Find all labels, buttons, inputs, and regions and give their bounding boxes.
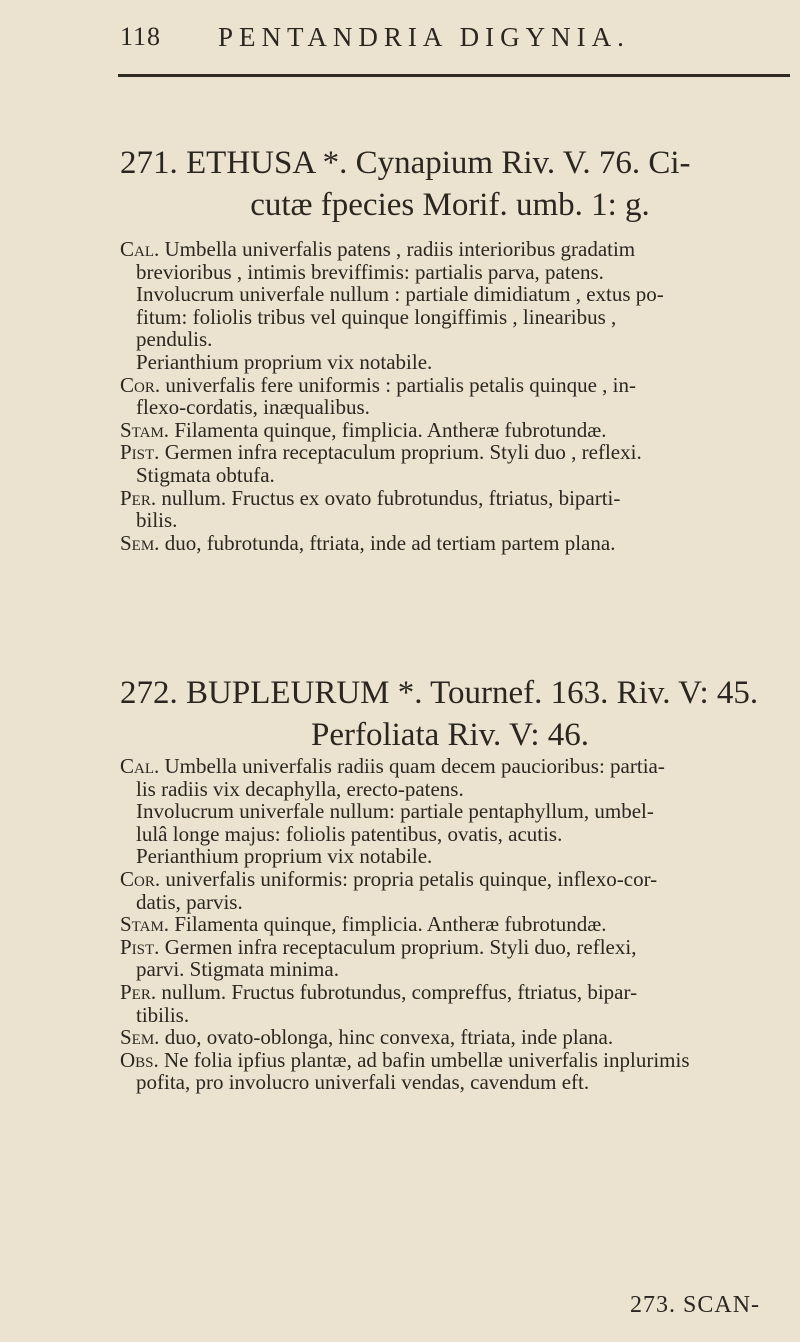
entry-272-title-line2: Perfoliata Riv. V: 46. <box>310 717 590 753</box>
description-line <box>120 845 790 868</box>
line-text: duo, fubrotunda, ftriata, inde ad tertiam partem plana. <box>164 530 616 555</box>
line-text: datis, parvis. <box>136 889 243 914</box>
description-line <box>120 396 790 419</box>
description-line <box>120 981 790 1004</box>
line-text: Umbella univerfalis patens , radiis interioribus gradatim <box>164 237 636 261</box>
description-line <box>120 891 790 914</box>
entry-271-title-line1: 271. ETHUSA *. Cynapium Riv. V. 76. Ci- <box>120 145 691 181</box>
description-line <box>120 509 790 532</box>
entry-271-description <box>120 238 790 554</box>
part-label: Sem. <box>120 530 165 555</box>
description-line <box>120 306 790 329</box>
description-line <box>120 351 790 374</box>
header-rule <box>118 74 790 77</box>
description-line <box>120 936 790 959</box>
part-label: Sem. <box>120 1025 165 1050</box>
description-line <box>120 800 790 823</box>
part-label: Pist. <box>120 934 165 959</box>
page-header <box>0 22 800 62</box>
running-head: PENTANDRIA DIGYNIA. <box>218 22 630 52</box>
description-line <box>120 238 790 261</box>
part-label: Cor. <box>120 866 166 891</box>
line-text: Perianthium proprium vix notabile. <box>136 349 433 374</box>
line-text: Filamenta quinque, fimplicia. Antheræ fubrotundæ. <box>174 417 607 442</box>
description-line <box>120 532 790 555</box>
description-line <box>120 823 790 846</box>
line-text: nullum. Fructus fubrotundus, compreffus, ftriatus, bipar- <box>161 979 638 1004</box>
description-line <box>120 283 790 306</box>
description-line <box>120 755 790 778</box>
description-line <box>120 487 790 510</box>
line-text: Germen infra receptaculum proprium. Styli duo, reflexi, <box>164 934 637 959</box>
description-line <box>120 374 790 397</box>
line-text: lulâ longe majus: foliolis patentibus, ovatis, acutis. <box>136 821 563 846</box>
part-label: Cal. <box>120 754 165 778</box>
line-text: duo, ovato-oblonga, hinc convexa, ftriata, inde plana. <box>164 1025 614 1050</box>
description-line <box>120 328 790 351</box>
line-text: fitum: foliolis tribus vel quinque longiffimis , linearibus , <box>136 304 617 329</box>
entry-272-title-line1: 272. BUPLEURUM *. Tournef. 163. Riv. V: 45. <box>120 675 759 711</box>
description-line <box>120 958 790 981</box>
line-text: Ne folia ipfius plantæ, ad bafin umbellæ univerfalis inplurimis <box>164 1047 690 1072</box>
description-line <box>120 778 790 801</box>
line-text: Umbella univerfalis radiis quam decem paucioribus: partia- <box>164 754 665 778</box>
part-label: Pist. <box>120 440 165 465</box>
description-line <box>120 441 790 464</box>
description-line <box>120 1026 790 1049</box>
line-text: bilis. <box>136 508 178 533</box>
line-text: Filamenta quinque, fimplicia. Antheræ fubrotundæ. <box>174 912 607 937</box>
line-text: Stigmata obtufa. <box>136 462 275 487</box>
line-text: univerfalis fere uniformis : partialis petalis quinque , in- <box>165 372 636 397</box>
description-line <box>120 419 790 442</box>
line-text: flexo-cordatis, inæqualibus. <box>136 395 370 420</box>
description-line <box>120 1071 790 1094</box>
part-label: Stam. <box>120 912 175 937</box>
part-label: Stam. <box>120 417 175 442</box>
line-text: univerfalis uniformis: propria petalis quinque, inflexo-cor- <box>165 866 658 891</box>
description-line <box>120 868 790 891</box>
description-line <box>120 1049 790 1072</box>
part-label: Obs. <box>120 1047 165 1072</box>
line-text: tibilis. <box>136 1002 190 1027</box>
entry-272-description <box>120 755 790 1094</box>
part-label: Per. <box>120 485 162 510</box>
description-line <box>120 913 790 936</box>
line-text: pendulis. <box>136 327 213 352</box>
line-text: pofita, pro involucro univerfali vendas, cavendum eft. <box>136 1070 590 1095</box>
entry-272-title <box>120 672 780 756</box>
catchword: 273. SCAN- <box>630 1292 761 1318</box>
line-text: nullum. Fructus ex ovato fubrotundus, ftriatus, biparti- <box>161 485 621 510</box>
line-text: lis radiis vix decaphylla, erecto-patens. <box>136 776 464 801</box>
part-label: Per. <box>120 979 162 1004</box>
line-text: brevioribus , intimis breviffimis: partialis parva, patens. <box>136 259 604 284</box>
description-line <box>120 261 790 284</box>
line-text: parvi. Stigmata minima. <box>136 957 339 982</box>
line-text: Perianthium proprium vix notabile. <box>136 844 433 869</box>
entry-271-title-line2: cutæ fpecies Morif. umb. 1: g. <box>250 187 650 223</box>
entry-271-title <box>120 142 780 226</box>
line-text: Germen infra receptaculum proprium. Styli duo , reflexi. <box>164 440 642 465</box>
part-label: Cal. <box>120 237 165 261</box>
line-text: Involucrum univerfale nullum: partiale pentaphyllum, umbel- <box>136 799 654 824</box>
line-text: Involucrum univerfale nullum : partiale dimidiatum , extus po- <box>136 282 664 307</box>
part-label: Cor. <box>120 372 166 397</box>
description-line <box>120 464 790 487</box>
page-number: 118 <box>120 22 162 51</box>
description-line <box>120 1004 790 1027</box>
